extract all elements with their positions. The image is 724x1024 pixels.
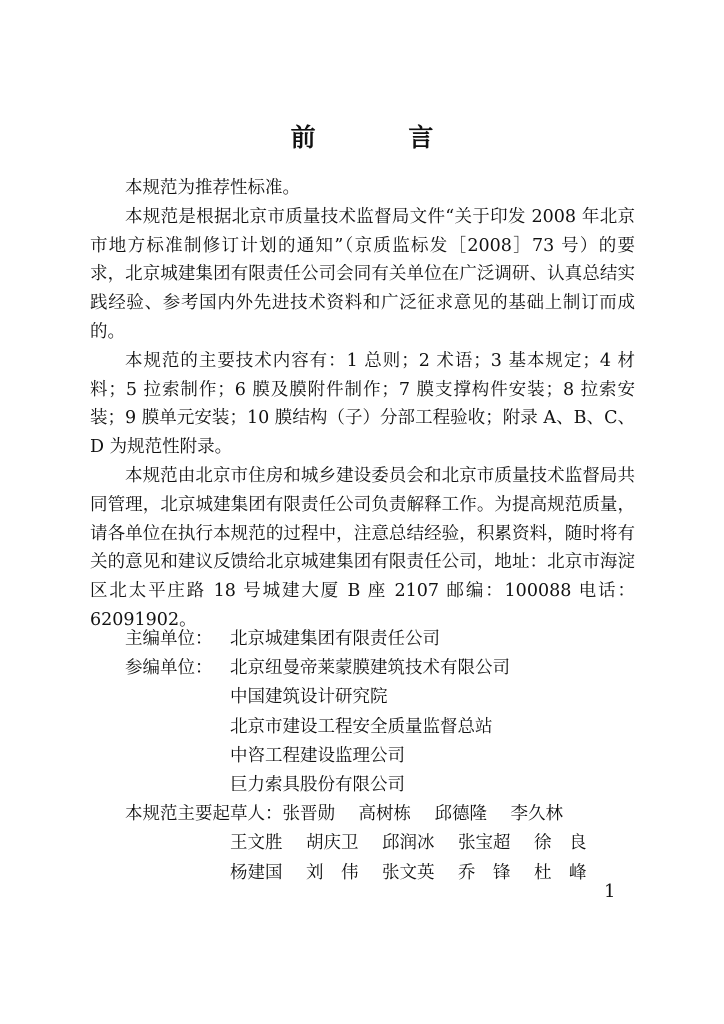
drafters-row <box>90 829 635 858</box>
participant-row <box>90 713 635 742</box>
paragraph-basis: 本规范是根据北京市质量技术监督局文件“关于印发 2008 年北京市地方标准制修订计划的通知”（京质监标发［2008］73 号）的要求，北京城建集团有限责任公司会同有关单位在广泛调研、认真总结实践经验、参考国内外先进技术资料和广泛征求意见的基础上制订而成的。 <box>90 206 635 342</box>
participant-row <box>90 654 635 683</box>
paragraph-management: 本规范由北京市住房和城乡建设委员会和北京市质量技术监督局共同管理，北京城建集团有限责任公司负责解释工作。为提高规范质量，请各单位在执行本规范的过程中，注意总结经验，积累资料，随时将有关的意见和建议反馈给北京城建集团有限责任公司，地址：北京市海淀区北太平庄路 18 号城建大厦 B 座 2107 邮编：100088 电话：62091902。 <box>90 465 635 630</box>
drafter-name: 刘 伟 <box>306 862 359 883</box>
drafter-names <box>230 829 610 858</box>
drafters-row <box>90 859 635 888</box>
participant-unit: 巨力索具股份有限公司 <box>230 775 405 796</box>
drafter-name: 李久林 <box>510 804 563 825</box>
drafter-name: 胡庆卫 <box>306 833 359 854</box>
drafter-name: 张宝超 <box>458 833 511 854</box>
drafter-name: 高树栋 <box>358 804 411 825</box>
page-title: 前 言 <box>290 123 476 152</box>
participant-unit: 中咨工程建设监理公司 <box>230 745 405 766</box>
drafter-names <box>283 800 587 829</box>
chief-editor-row <box>90 625 635 654</box>
participant-unit: 北京纽曼帝莱蒙膜建筑技术有限公司 <box>230 658 510 679</box>
participant-row <box>90 771 635 800</box>
drafter-name: 张文英 <box>382 862 435 883</box>
drafter-name: 王文胜 <box>230 833 283 854</box>
chief-editor-label: 主编单位： <box>125 629 213 649</box>
drafter-name: 杨建国 <box>230 862 283 883</box>
participant-unit: 北京市建设工程安全质量监督总站 <box>230 716 493 737</box>
preface-body <box>90 174 635 635</box>
drafter-name: 邱润冰 <box>382 833 435 854</box>
drafters-row <box>90 800 635 829</box>
drafters-label: 本规范主要起草人： <box>125 804 283 825</box>
participant-row <box>90 742 635 771</box>
participant-unit: 中国建筑设计研究院 <box>230 687 388 708</box>
credits-block <box>90 625 635 888</box>
drafter-names <box>230 859 610 888</box>
drafter-name: 徐 良 <box>534 833 587 854</box>
drafter-name: 乔 锋 <box>458 862 511 883</box>
chief-editor-unit: 北京城建集团有限责任公司 <box>230 629 440 649</box>
participants-label: 参编单位： <box>125 658 213 679</box>
paragraph-contents: 本规范的主要技术内容有：1 总则；2 术语；3 基本规定；4 材料；5 拉索制作；6 膜及膜附件制作；7 膜支撑构件安装；8 拉索安装；9 膜单元安装；10 膜结构（子）分部工程验收；附录 A、B、C、D 为规范性附录。 <box>90 350 635 458</box>
drafter-name: 张晋勋 <box>282 804 335 825</box>
drafter-name: 邱德隆 <box>434 804 487 825</box>
paragraph-standard-type: 本规范为推荐性标准。 <box>125 178 300 198</box>
drafter-name: 杜 峰 <box>534 862 587 883</box>
page-number: 1 <box>604 881 616 902</box>
participant-row <box>90 683 635 712</box>
